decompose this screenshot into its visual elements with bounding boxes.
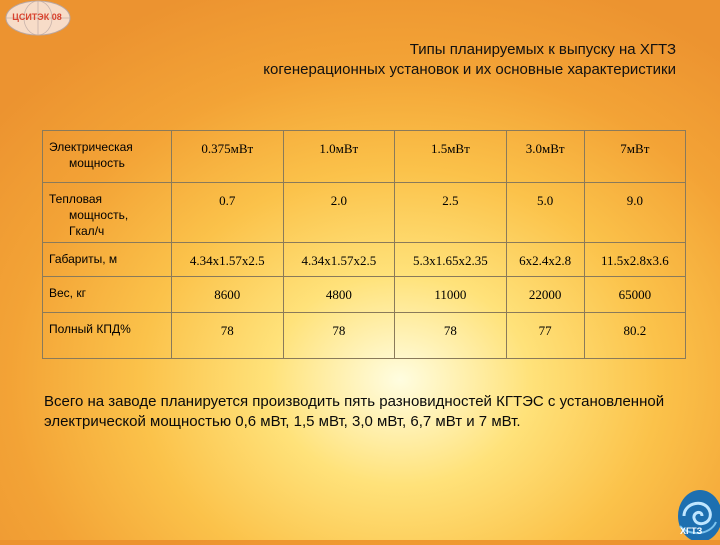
table-cell: 5.0 [506,183,584,243]
row-label [43,131,172,183]
row-label [43,243,172,277]
table-cell: 4800 [283,277,395,313]
table-cell: 77 [506,313,584,359]
row-label [43,277,172,313]
table-cell: 1.0мВт [283,131,395,183]
table-cell: 6х2.4х2.8 [506,243,584,277]
table-cell: 4.34х1.57х2.5 [172,243,284,277]
table-cell: 78 [395,313,507,359]
specs-table [42,130,686,359]
row-label [43,313,172,359]
table-cell: 8600 [172,277,284,313]
row-label-line: Габариты, м [49,252,118,266]
row-label-line: Электрическая [49,140,133,154]
table-cell: 80.2 [584,313,685,359]
footer-logo-text: ХГТЗ [680,526,703,536]
row-label-line: Тепловая [49,192,103,206]
table-cell: 2.5 [395,183,507,243]
table-cell: 7мВт [584,131,685,183]
table-cell: 65000 [584,277,685,313]
title-line-2: когенерационных установок и их основные характеристики [263,61,676,78]
summary-text: Всего на заводе планируется производить пять разновидностей КГТЭС с установленной электрической мощностью 0,6 мВт, 1,5 мВт, 3,0 мВт, 6,7 мВт и 7 мВт. [44,393,665,430]
table-cell: 11.5х2.8х3.6 [584,243,685,277]
table-cell: 2.0 [283,183,395,243]
logo-text: ЦСИТЭК 08 [12,12,62,22]
table-row-weight [43,277,686,313]
page-title [116,40,676,80]
row-label-line: мощность [69,156,125,170]
row-label-line: Вес, кг [49,286,86,300]
table-cell: 9.0 [584,183,685,243]
row-label-line: мощность, [69,208,129,222]
table-cell: 4.34х1.57х2.5 [283,243,395,277]
table-cell: 22000 [506,277,584,313]
title-line-1: Типы планируемых к выпуску на ХГТЗ [409,41,676,58]
table-cell: 11000 [395,277,507,313]
table-cell: 78 [283,313,395,359]
table-cell: 5.3х1.65х2.35 [395,243,507,277]
table-row-efficiency [43,313,686,359]
table-cell: 3.0мВт [506,131,584,183]
table-cell: 1.5мВт [395,131,507,183]
table-row-electric-power [43,131,686,183]
table-row-dimensions [43,243,686,277]
row-label [43,183,172,243]
table-cell: 0.7 [172,183,284,243]
table-cell: 78 [172,313,284,359]
row-label-line: Гкал/ч [69,224,105,238]
table-row-heat-power [43,183,686,243]
table-cell: 0.375мВт [172,131,284,183]
row-label-line: Полный КПД% [49,322,131,336]
